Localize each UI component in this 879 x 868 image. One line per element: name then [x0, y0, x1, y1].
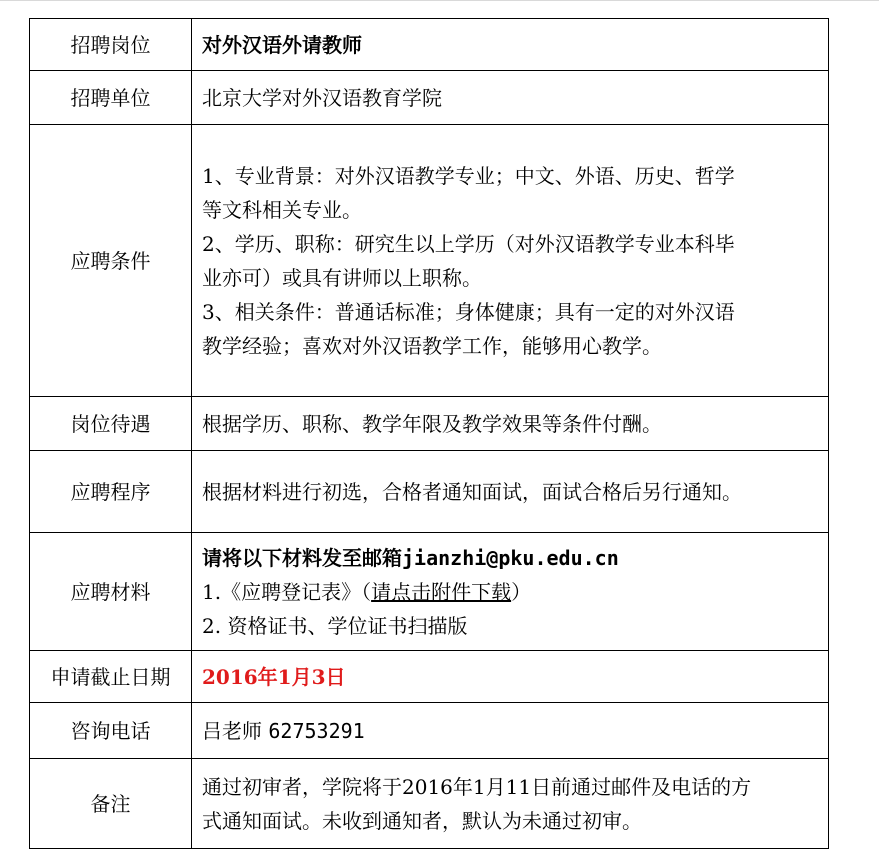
requirements-label: 应聘条件 — [30, 125, 192, 397]
attachment-download-link[interactable]: 请点击附件下载 — [371, 579, 512, 604]
row-process — [30, 451, 829, 533]
requirements-value — [192, 125, 829, 397]
process-label: 应聘程序 — [30, 451, 192, 533]
phone-label: 咨询电话 — [30, 703, 192, 759]
row-phone — [30, 703, 829, 759]
salary-label: 岗位待遇 — [30, 397, 192, 451]
materials-label: 应聘材料 — [30, 533, 192, 651]
unit-value: 北京大学对外汉语教育学院 — [192, 71, 829, 125]
notes-line: 通过初审者，学院将于2016年1月11日前通过邮件及电话的方 — [202, 774, 752, 799]
job-posting-table — [29, 18, 829, 849]
notes-value — [192, 759, 829, 849]
materials-item-1-suffix: ） — [511, 579, 532, 604]
materials-value — [192, 533, 829, 651]
requirements-line: 1、专业背景：对外汉语教学专业；中文、外语、历史、哲学 — [202, 164, 735, 188]
phone-value — [192, 703, 829, 759]
position-value: 对外汉语外请教师 — [192, 19, 829, 71]
requirements-line: 教学经验；喜欢对外汉语教学工作，能够用心教学。 — [202, 334, 662, 358]
notes-label: 备注 — [30, 759, 192, 849]
process-value: 根据材料进行初选，合格者通知面试，面试合格后另行通知。 — [192, 451, 829, 533]
row-requirements — [30, 125, 829, 397]
row-position — [30, 19, 829, 71]
requirements-line: 业亦可）或具有讲师以上职称。 — [202, 266, 482, 290]
position-label: 招聘岗位 — [30, 19, 192, 71]
row-notes — [30, 759, 829, 849]
row-deadline — [30, 651, 829, 703]
requirements-line: 2、学历、职称：研究生以上学历（对外汉语教学专业本科毕 — [202, 232, 735, 256]
row-materials — [30, 533, 829, 651]
row-unit — [30, 71, 829, 125]
top-divider — [0, 0, 879, 1]
materials-item-1-prefix: 1.《应聘登记表》（ — [202, 579, 372, 604]
materials-item-1 — [202, 575, 816, 609]
salary-value: 根据学历、职称、教学年限及教学效果等条件付酬。 — [192, 397, 829, 451]
materials-item-2: 2. 资格证书、学位证书扫描版 — [202, 613, 468, 638]
notes-line: 式通知面试。未收到通知者，默认为未通过初审。 — [202, 808, 642, 833]
row-salary — [30, 397, 829, 451]
phone-contact-name: 吕老师 — [202, 718, 269, 743]
phone-number: 62753291 — [268, 718, 365, 743]
requirements-line: 3、相关条件：普通话标准；身体健康；具有一定的对外汉语 — [202, 300, 735, 324]
deadline-value: 2016年1月3日 — [192, 651, 829, 703]
unit-label: 招聘单位 — [30, 71, 192, 125]
materials-email: jianzhi@pku.edu.cn — [402, 545, 619, 570]
materials-intro-text: 请将以下材料发至邮箱 — [202, 545, 402, 570]
requirements-line: 等文科相关专业。 — [202, 198, 362, 222]
deadline-label: 申请截止日期 — [30, 651, 192, 703]
materials-intro — [202, 541, 816, 575]
